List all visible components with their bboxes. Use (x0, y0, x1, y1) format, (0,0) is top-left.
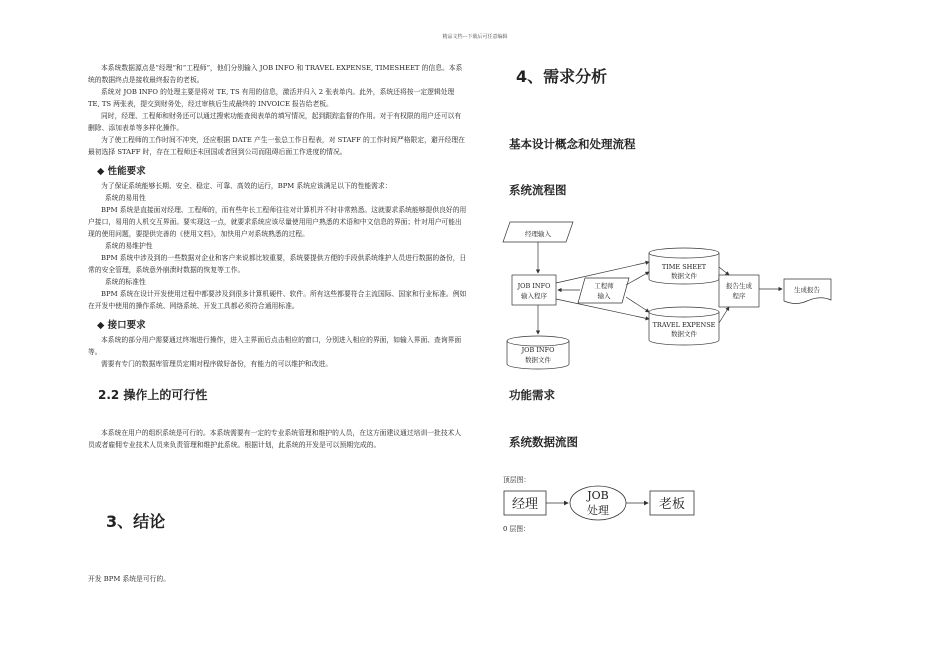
heading-data-flow: 系统数据流图 (509, 435, 578, 449)
section-heading-performance: ◆ 性能要求 (97, 166, 146, 177)
job-input-program-box (512, 275, 556, 305)
flow-report-output: 生成报告 (794, 286, 820, 294)
flow-report-program-l2: 程序 (732, 292, 746, 300)
heading-functional-requirements: 功能需求 (509, 388, 555, 402)
report-program-box (719, 275, 759, 307)
section-heading-interface: ◆ 接口要求 (97, 320, 146, 331)
heading-design-concept: 基本设计概念和处理流程 (509, 137, 636, 151)
dfd-job-label-l2: 处理 (587, 504, 609, 517)
paragraph: BPM 系统是直接面对经理、工程师的，而有些年长工程师往往对计算机并不时非常熟悉。这就要求系统能够提供良好的用户接口，易用的人机交互界面。要实现这一点，就要求系统应该尽量使用用户熟悉的术语和中文信息的界面；针对用户可能出现的使用问题，要提供完善的《使用文档》，加快用户对系统熟悉的过程。 (88, 206, 467, 238)
system-flowchart (500, 215, 840, 370)
paragraph: 本系统数据源点是“经理”和“工程师”，他们分别输入 JOB INFO 和 TRAVEL EXPENSE, TIMESHEET 的信息。本系统的数据终点是接收最终报告的老板。 (88, 64, 463, 84)
flow-manager-input-label: 经理输入 (525, 230, 551, 238)
heading-system-flowchart: 系统流程图 (509, 183, 567, 197)
flow-report-program-l1: 报告生成 (726, 282, 752, 290)
level0-label: 0 层图： (503, 525, 530, 533)
conclusion-text: 开发 BPM 系统是可行的。 (88, 575, 171, 583)
flow-ts-l2: 数据文件 (671, 272, 697, 280)
flow-te-l1: TRAVEL EXPENSE (652, 321, 716, 329)
paragraph: 本系统的部分用户需要通过终端进行操作，进入主界面后点击相应的窗口，分别进入相应的界面，如输入界面、查询界面等。 (88, 336, 462, 356)
paragraph: 系统对 JOB INFO 的处理主要是将对 TE, TS 有用的信息，激活并归入 2 张表单内。此外，系统还将按一定逻辑处理 TE, TS 两张表，提交到财务处，经过审核后生成最终的 INVOICE 报告给老板。 (88, 88, 455, 108)
flow-te-l2: 数据文件 (671, 330, 697, 338)
top-level-dfd (500, 484, 700, 526)
dfd-manager-label: 经理 (511, 497, 539, 512)
flow-engineer-l2: 输入 (597, 292, 611, 300)
flow-engineer-l1: 工程师 (594, 282, 614, 290)
page-header: 精品文档---下载后可任意编辑 (442, 34, 508, 40)
dfd-boss-label: 老板 (658, 497, 686, 512)
paragraph: BPM 系统在设计开发使用过程中都要涉及到很多计算机硬件、软件。所有这些都要符合主流国际、国家和行业标准。例如在开发中使用的操作系统、网络系统、开发工具都必须符合通用标准。 (88, 290, 467, 310)
dfd-job-label-l1: JOB (587, 489, 609, 502)
section-heading-2-2: 2.2 操作上的可行性 (98, 388, 208, 402)
top-level-label: 顶层图： (503, 476, 531, 484)
paragraph: 同时，经理、工程师和财务还可以通过搜索功能查阅表单的填写情况，起到跟踪监督的作用。对于有权限的用户还可以有删除、添加表单等多样化操作。 (88, 112, 462, 132)
flow-job-input-l1: JOB INFO (517, 282, 551, 290)
subheading-usability: 系统的易用性 (105, 194, 146, 202)
left-column (88, 62, 468, 451)
flow-job-file-l2: 数据文件 (525, 356, 551, 364)
flow-ts-l1: TIME SHEET (661, 263, 707, 271)
paragraph: 为了保证系统能够长期、安全、稳定、可靠、高效的运行，BPM 系统应该满足以下的性能需求： (101, 182, 392, 190)
heading-requirements: 4、需求分析 (516, 67, 608, 86)
flow-job-file-l1: JOB INFO (521, 346, 555, 354)
paragraph: 本系统在用户的组织系统是可行的。本系统需要有一定的专业系统管理和维护的人员，在这方面建议通过培训一批技术人员或者雇佣专业技术人员来负责管理和维护此系统。根据计划，此系统的开发是可以预期完成的。 (88, 429, 462, 449)
paragraph: BPM 系统中涉及到的一些数据对企业和客户来说都比较重要，系统要提供方便的手段供系统维护人员进行数据的备份，日常的安全管理，系统意外崩溃时数据的恢复等工作。 (88, 254, 467, 274)
heading-conclusion: 3、结论 (106, 512, 166, 531)
subheading-maintainability: 系统的易维护性 (105, 242, 153, 250)
subheading-standards: 系统的标准性 (105, 278, 146, 286)
flow-job-input-l2: 输入程序 (521, 292, 547, 300)
paragraph: 需要有专门的数据库管理员定期对程序做好备份，有能力的可以维护和改进。 (101, 360, 333, 368)
paragraph: 为了使工程师的工作时间不冲突，还应根据 DATE 产生一张总工作日程表，对 STAFF 的工作时间严格限定，避开经理在最初选择 STAFF 时，存在工程师还未回国或者回到公司而阻碍后面工作进度的情况。 (88, 136, 465, 156)
